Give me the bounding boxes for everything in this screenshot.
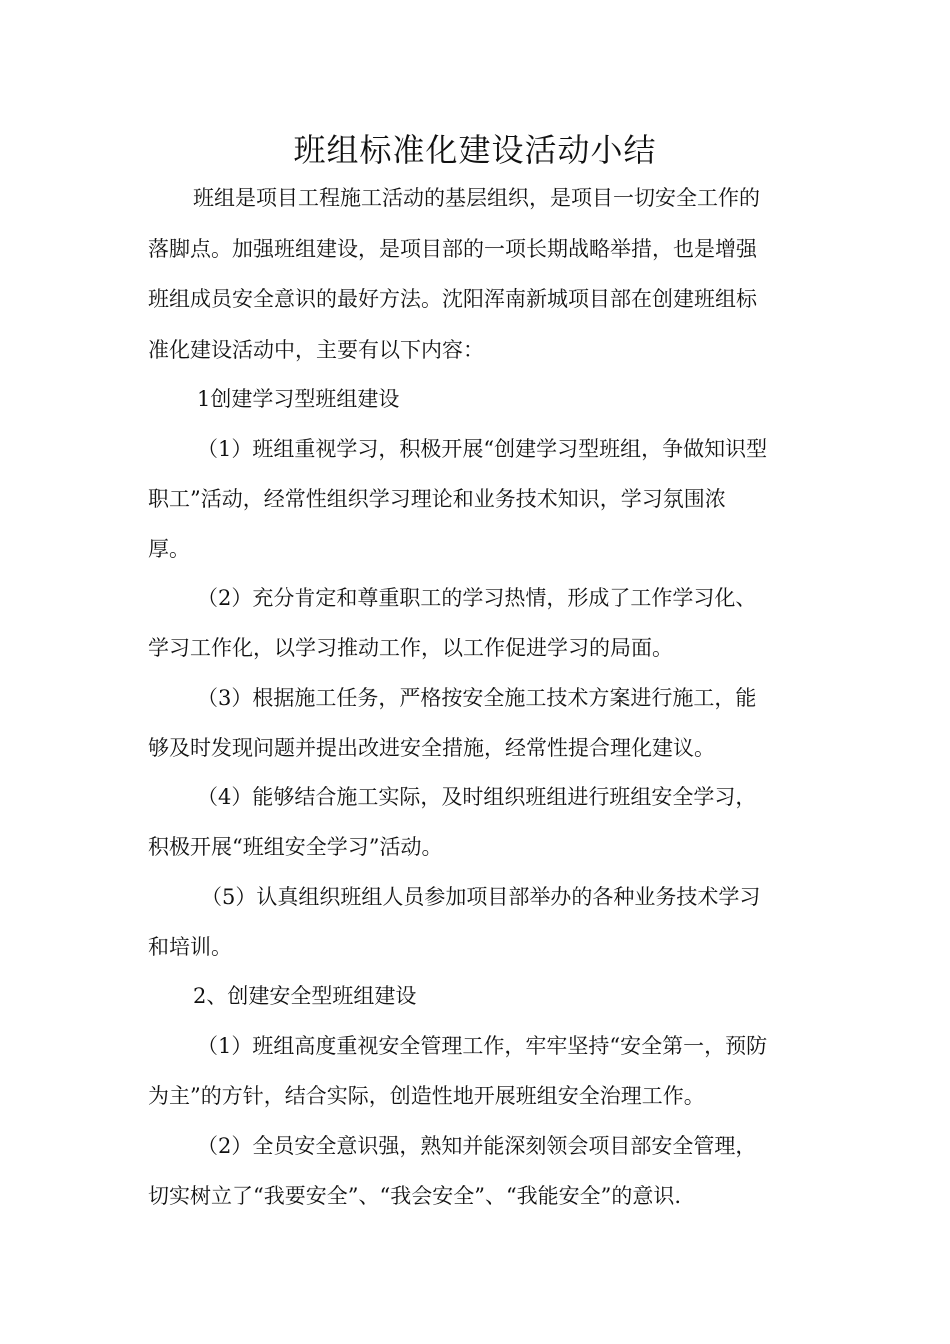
text-line: （1）班组重视学习，积极开展“创建学习型班组，争做知识型 (197, 437, 768, 461)
text-line: （5）认真组织班组人员参加项目部举办的各种业务技术学习 (201, 885, 761, 909)
text-line: 学习工作化，以学习推动工作，以工作促进学习的局面。 (148, 636, 673, 660)
text-line: 为主”的方针，结合实际，创造性地开展班组安全治理工作。 (148, 1084, 705, 1108)
text-line: 班组是项目工程施工活动的基层组织，是项目一切安全工作的 (193, 186, 760, 210)
text-line: 厚。 (148, 537, 190, 561)
text-line: 落脚点。加强班组建设，是项目部的一项长期战略举措，也是增强 (148, 237, 757, 261)
text-line: 班组成员安全意识的最好方法。沈阳浑南新城项目部在创建班组标 (148, 287, 757, 311)
section-heading: 2、创建安全型班组建设 (193, 984, 417, 1008)
text-line: （2）充分肯定和尊重职工的学习热情，形成了工作学习化、 (197, 586, 757, 610)
text-line: 和培训。 (148, 935, 232, 959)
text-line: 职工”活动，经常性组织学习理论和业务技术知识，学习氛围浓 (148, 487, 726, 511)
section-heading: 1创建学习型班组建设 (197, 387, 400, 411)
text-line: 准化建设活动中，主要有以下内容： (148, 338, 484, 362)
text-line: 够及时发现问题并提出改进安全措施，经常性提合理化建议。 (148, 736, 715, 760)
page-title: 班组标准化建设活动小结 (293, 131, 657, 169)
text-line: 切实树立了“我要安全”、“我会安全”、“我能安全”的意识. (148, 1184, 682, 1208)
text-line: （2）全员安全意识强，熟知并能深刻领会项目部安全管理， (197, 1134, 757, 1158)
text-line: 积极开展“班组安全学习”活动。 (148, 835, 443, 859)
text-line: （1）班组高度重视安全管理工作，牢牢坚持“安全第一，预防 (197, 1034, 768, 1058)
text-line: （3）根据施工任务，严格按安全施工技术方案进行施工，能 (197, 686, 757, 710)
text-line: （4）能够结合施工实际，及时组织班组进行班组安全学习， (197, 785, 757, 809)
